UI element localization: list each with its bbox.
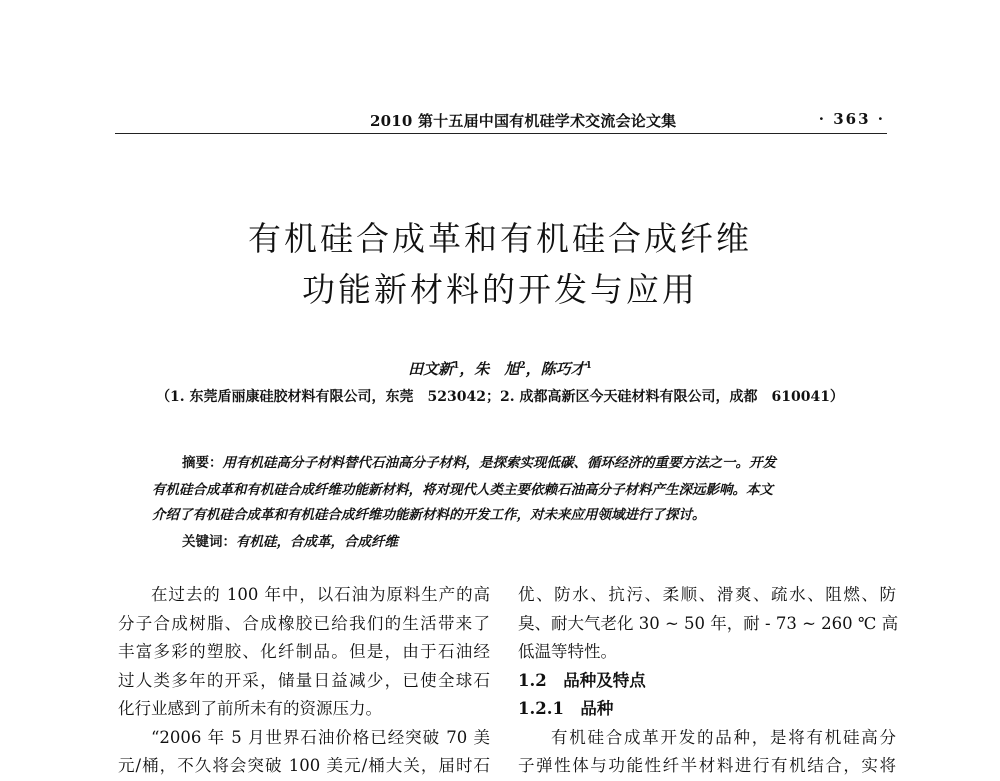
abstract-text: 用有机硅高分子材料替代石油高分子材料，是探索实现低碳、循环经济的重要方法之一。开发 [222,455,776,471]
body-line: 子弹性体与功能性纤半材料进行有机结合，实将 [518,756,896,775]
running-header [115,104,887,134]
author-name: 田文新 [408,360,454,378]
page-number: · 363 · [818,110,885,128]
body-column-left [118,581,490,781]
keywords-text: 有机硅，合成革，合成纤维 [236,534,398,550]
author-affiliation-mark: 1 [453,361,460,371]
body-line: 在过去的 100 年中，以石油为原料生产的高 [151,585,490,604]
body-line: 臭、耐大气老化 30 ~ 50 年，耐 - 73 ~ 260 ℃ 高 [518,613,899,633]
author-separator: ， [459,360,475,378]
author-3 [541,358,592,379]
keywords-label: 关键词： [182,534,236,550]
author-2 [474,358,525,379]
body-line: 元/桶，不久将会突破 100 美元/桶大关，届时石 [118,756,490,775]
author-separator: ， [525,360,541,378]
abstract-label: 摘要： [182,455,223,471]
section-heading-1-2: 1.2 品种及特点 [518,670,646,690]
body-line: 丰富多彩的塑胶、化纤制品。但是，由于石油经 [118,642,490,661]
abstract-line-3: 介绍了有机硅合成革和有机硅合成纤维功能新材料的开发工作，对未来应用领域进行了探讨。 [152,507,706,523]
authors [0,358,1000,379]
body-line: 过人类多年的开采，储量日益减少，已使全球石 [118,670,490,690]
author-name: 陈巧才 [540,360,586,378]
body-line: “2006 年 5 月世界石油价格已经突破 70 美 [151,727,490,747]
paper-title-line-2: 功能新材料的开发与应用 [302,270,698,309]
affiliations: （1. 东莞盾丽康硅胶材料有限公司，东莞 523042；2. 成都高新区今天硅材料有限公司，成都 610041） [156,389,844,405]
paper-title-line-1: 有机硅合成革和有机硅合成纤维 [248,219,752,258]
body-line: 分子合成树脂、合成橡胶已给我们的生活带来了 [118,613,490,633]
body-line: 化行业感到了前所未有的资源压力。 [118,699,382,718]
author-affiliation-mark: 2 [519,361,526,371]
abstract-line-1 [182,451,776,471]
author-name: 朱 旭 [474,360,520,378]
body-line: 低温等特性。 [518,642,617,661]
body-line: 优、防水、抗污、柔顺、滑爽、疏水、阻燃、防 [518,585,896,604]
section-heading-1-2-1: 1.2.1 品种 [518,699,614,718]
author-1 [408,358,459,379]
keywords-line [182,530,398,550]
abstract-line-2: 有机硅合成革和有机硅合成纤维功能新材料，将对现代人类主要依赖石油高分子材料产生深远影响。本文 [152,482,773,498]
running-header-title: 2010 第十五届中国有机硅学术交流会论文集 [370,112,677,130]
author-affiliation-mark: 1 [585,361,592,371]
body-column-right [518,581,899,781]
body-line: 有机硅合成革开发的品种，是将有机硅高分 [551,727,896,747]
